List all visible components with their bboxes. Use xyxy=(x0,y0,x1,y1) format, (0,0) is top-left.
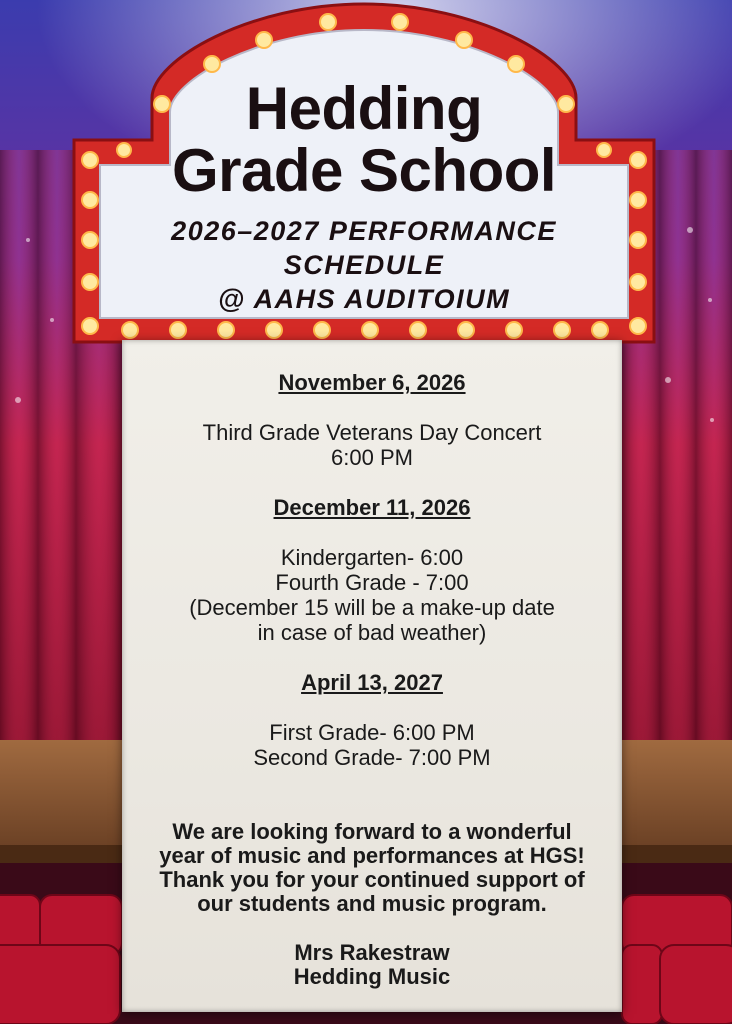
subtitle-line: 2026–2027 PERFORMANCE xyxy=(171,216,557,246)
schedule-content xyxy=(122,370,622,989)
subtitle-line: @ AAHS AUDITOIUM xyxy=(217,284,511,314)
schedule-subtitle xyxy=(70,214,658,316)
subtitle-line: SCHEDULE xyxy=(283,250,445,280)
date-heading: April 13, 2027 xyxy=(301,670,443,695)
signature-org: Hedding Music xyxy=(293,964,451,989)
title-line: Hedding xyxy=(245,75,483,142)
event-line: (December 15 will be a make-up date xyxy=(189,595,555,620)
closing-message-line: We are looking forward to a wonderful xyxy=(172,819,572,844)
event-line: Kindergarten- 6:00 xyxy=(280,545,464,570)
event-line: 6:00 PM xyxy=(331,445,413,470)
school-name xyxy=(70,75,658,204)
event-line: Third Grade Veterans Day Concert xyxy=(202,420,542,445)
event-line: First Grade- 6:00 PM xyxy=(269,720,475,745)
closing-message-line: year of music and performances at HGS! xyxy=(159,843,585,868)
closing-message-line: our students and music program. xyxy=(197,891,547,916)
closing-message-line: Thank you for your continued support of xyxy=(159,867,585,892)
title-line: Grade School xyxy=(171,137,557,204)
signature-name: Mrs Rakestraw xyxy=(294,940,450,965)
event-line: in case of bad weather) xyxy=(257,620,487,645)
schedule-card xyxy=(122,340,622,1012)
event-line: Fourth Grade - 7:00 xyxy=(275,570,469,595)
event-line: Second Grade- 7:00 PM xyxy=(253,745,491,770)
date-heading: December 11, 2026 xyxy=(273,495,471,520)
date-heading: November 6, 2026 xyxy=(278,370,466,395)
